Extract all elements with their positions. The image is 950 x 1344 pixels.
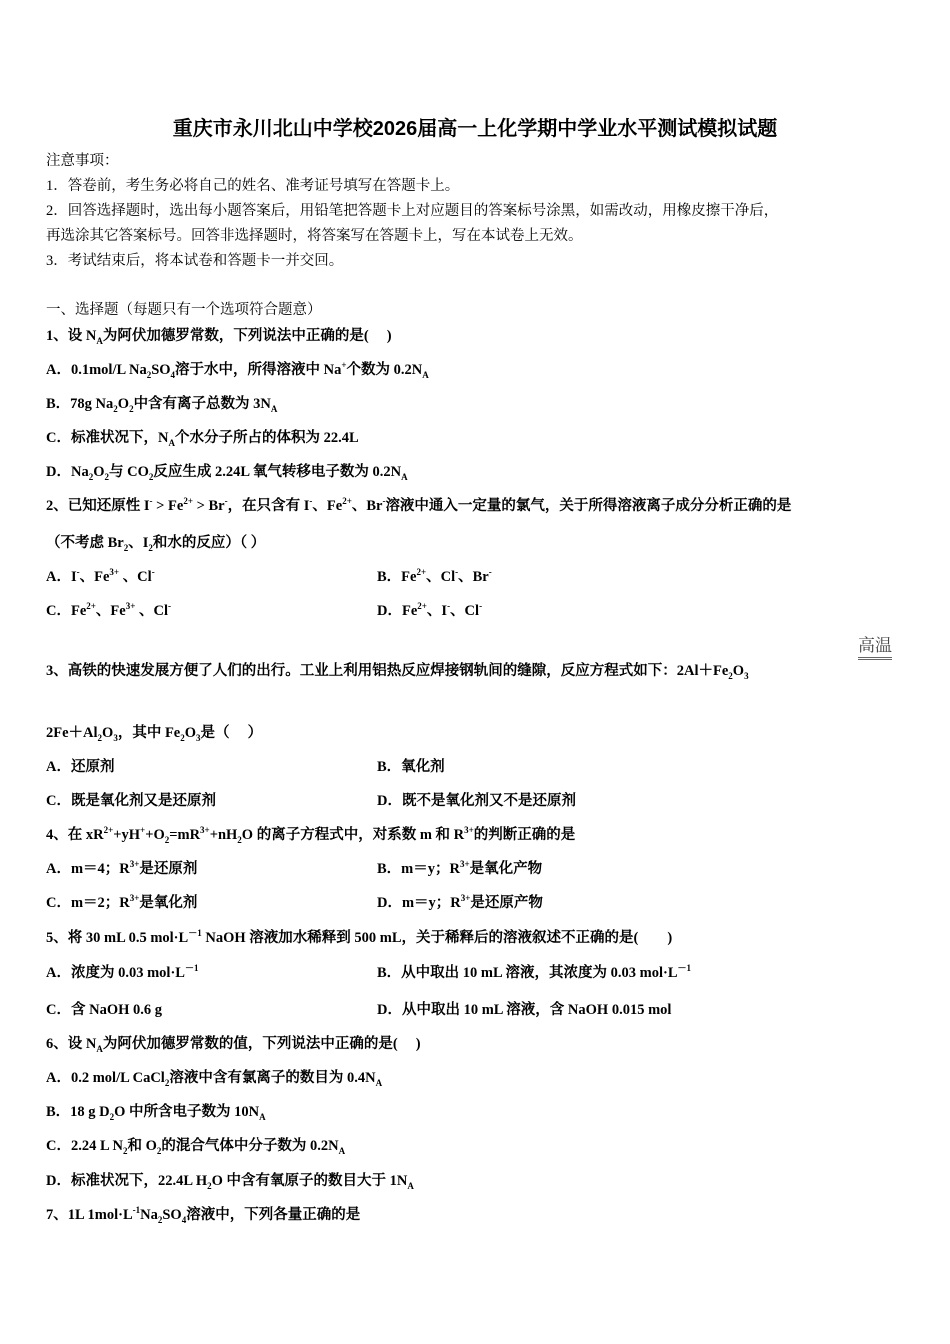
subscript: 2 [156,1145,162,1156]
superscript: - [149,496,153,507]
text-line-notice-heading [46,151,119,171]
answer-option-q2-b [377,567,492,587]
text-run: 一、选择题（每题只有一个选项符合题意） [46,302,322,318]
text-run: B．m＝y；R [377,861,460,877]
text-run: A．I [46,569,77,585]
superscript: 3+ [459,859,470,870]
superscript: －1 [184,963,199,974]
text-run: 3、高铁的快速发展方便了人们的出行。工业上利用铝热反应焊接钢轨间的缝隙，反应方程式如下：2Al＋Fe [46,663,729,679]
text-run: > Br [192,498,225,514]
subscript: 2 [97,732,103,743]
text-run: Na [140,1207,158,1223]
text-run: 5、将 30 mL 0.5 mol·L [46,930,189,946]
subscript: A [270,403,278,414]
text-run: 中含有离子总数为 3N [133,396,271,412]
text-run: C．Fe [46,603,87,619]
text-run: C．既是氧化剂又是还原剂 [46,793,216,809]
text-run: 、Cl [135,603,168,619]
answer-option-q2-d [377,601,482,621]
superscript: - [309,496,313,507]
text-run: B．从中取出 10 mL 溶液，其浓度为 0.03 mol·L [377,965,678,981]
subscript: A [96,1043,103,1054]
superscript: - [76,567,80,578]
answer-option-q6-a [46,1068,382,1088]
text-run: 反应生成 2.24L 氧气转移电子数为 0.2N [153,464,402,480]
superscript: - [382,496,386,507]
answer-option-q4-b [377,859,542,879]
superscript: - [224,496,228,507]
text-run: B．18 g D [46,1104,110,1120]
subscript: 2 [207,1180,212,1191]
text-run: O [732,663,745,679]
subscript: 2 [123,542,129,553]
text-run: 4、在 xR [46,827,104,843]
text-run: 1、设 N [46,328,97,344]
answer-option-q3-a [46,757,114,777]
answer-option-q2-c [46,601,171,621]
subscript: 2 [104,471,109,482]
text-run: 的判断正确的是 [473,827,576,843]
superscript: 2+ [86,601,96,612]
subscript: A [422,369,429,380]
answer-option-q4-c [46,893,197,913]
text-run: D．Na [46,464,89,480]
answer-option-q3-b [377,757,445,777]
subscript: 2 [728,670,733,681]
superscript: -1 [132,1205,141,1216]
text-run: A．浓度为 0.03 mol·L [46,965,185,981]
subscript: A [96,335,103,346]
superscript: 3+ [460,893,471,904]
text-run: 的混合气体中分子数为 0.2N [161,1138,339,1154]
answer-option-q6-b [46,1102,266,1122]
subscript: 3 [744,670,749,681]
text-run: O [102,725,114,741]
text-run: D．Fe [377,603,418,619]
text-run: 、Fe [95,603,126,619]
superscript: - [479,601,483,612]
subscript: 2 [129,403,134,414]
superscript: －1 [677,963,692,974]
answer-option-q6-c [46,1136,345,1156]
reaction-condition-label: 高温 [858,636,892,660]
text-run: B．78g Na [46,396,114,412]
text-run: 是还原产物 [470,895,543,911]
answer-option-q3-d [377,791,576,811]
text-run: 、Fe [79,569,110,585]
text-run: 个水分子所占的体积为 22.4L [174,430,359,446]
superscript: 3+ [129,859,140,870]
text-run: 个数为 0.2N [346,362,423,378]
subscript: 2 [180,732,185,743]
answer-option-q1-c [46,428,359,448]
answer-option-q5-c [46,1000,162,1020]
text-line-q2 [46,496,791,516]
text-line-notice-1 [46,176,459,196]
subscript: 3 [113,732,118,743]
text-run: 和 O [127,1138,157,1154]
text-run: O [117,396,130,412]
subscript: A [168,437,175,448]
text-run: 溶液中含有氯离子的数目为 0.4N [169,1070,376,1086]
text-run: A．0.1mol/L Na [46,362,147,378]
text-run: 、Br [351,498,383,514]
superscript: + [341,360,347,371]
superscript: 3+ [129,893,140,904]
text-run: A．0.2 mol/L CaCl [46,1070,165,1086]
text-run: B．Fe [377,569,417,585]
subscript: 3 [196,732,201,743]
text-run: D．既不是氧化剂又不是还原剂 [377,793,576,809]
text-line-q3b [46,723,262,743]
text-line-notice-3 [46,251,343,271]
superscript: - [151,567,155,578]
subscript: A [407,1180,414,1191]
text-line-notice-2 [46,201,778,221]
answer-option-q3-c [46,791,216,811]
text-run: 是还原剂 [139,861,198,877]
text-run: O [93,464,105,480]
page-title: 重庆市永川北山中学校2026届高一上化学期中学业水平测试模拟试题 [172,118,778,140]
superscript: 3+ [125,601,136,612]
answer-option-q4-a [46,859,197,879]
text-line-section-heading [46,300,322,320]
text-run: 2．回答选择题时，选出每小题答案后，用铅笔把答题卡上对应题目的答案标号涂黑，如需改动，用橡皮擦干净后， [46,203,779,219]
subscript: A [338,1145,346,1156]
text-run: 是氧化剂 [139,895,198,911]
superscript: - [455,567,459,578]
text-line-q2b [46,533,265,553]
text-run: > Fe [152,498,184,514]
subscript: 4 [170,369,176,380]
text-run: NaOH 溶液加水稀释到 500 mL，关于稀释后的溶液叙述不正确的是( ) [201,930,673,946]
text-run: 1．答卷前，考生务必将自己的姓名、准考证号填写在答题卡上。 [46,178,460,194]
superscript: + [140,825,146,836]
text-run: 、Br [458,569,489,585]
superscript: - [488,567,492,578]
superscript: 2+ [103,825,114,836]
superscript: 2+ [417,601,427,612]
text-run: 与 CO [108,464,149,480]
answer-option-q4-d [377,893,543,913]
superscript: 3+ [200,825,210,836]
text-run: 溶液中通入一定量的氯气，关于所得溶液离子成分分析正确的是 [385,498,792,514]
superscript: 2+ [342,496,352,507]
subscript: 4 [181,1214,187,1225]
text-line-q3 [46,661,749,681]
text-run: D．标准状况下，22.4L H [46,1173,208,1189]
text-run: O [184,725,197,741]
text-run: A．m＝4；R [46,861,130,877]
text-run: 2、已知还原性 I [46,498,150,514]
answer-option-q1-b [46,394,277,414]
text-line-q7 [46,1205,360,1225]
text-line-q5 [46,928,672,948]
text-run: 2Fe＋Al [46,725,98,741]
text-run: +nH [209,827,238,843]
subscript: 2 [157,1214,163,1225]
subscript: 2 [237,834,242,845]
text-run: 再选涂其它答案标号。回答非选择题时，将答案写在答题卡上，写在本试卷上无效。 [46,228,583,244]
text-run: 、Cl [119,569,152,585]
subscript: 2 [148,471,154,482]
text-run: 是氧化产物 [469,861,543,877]
text-run: O 中所含电子数为 10N [114,1104,260,1120]
answer-option-q5-d [377,1000,671,1020]
text-run: 为阿伏加德罗常数，下列说法中正确的是( ) [102,328,392,344]
answer-option-q1-a [46,360,429,380]
superscript: 2+ [416,567,427,578]
text-run: O 的离子方程式中，对系数 m 和 R [241,827,465,843]
superscript: 3+ [109,567,120,578]
text-run: A．还原剂 [46,759,115,775]
text-run: 、I [128,535,149,551]
subscript: 2 [148,542,153,553]
subscript: A [375,1077,383,1088]
text-run: 溶液中，下列各量正确的是 [186,1207,361,1223]
subscript: 2 [88,471,94,482]
text-run: +O [145,827,165,843]
superscript: 3+ [464,825,474,836]
text-run: SO [151,362,171,378]
superscript: －1 [188,928,202,939]
subscript: 2 [164,1077,170,1088]
answer-option-q5-b [377,963,691,983]
subscript: 2 [113,403,118,414]
text-run: 是（ ） [200,725,263,741]
text-run: SO [162,1207,182,1223]
text-run: D．从中取出 10 mL 溶液，含 NaOH 0.015 mol [377,1002,672,1018]
answer-option-q2-a [46,567,155,587]
text-run: ，在只含有 I [227,498,310,514]
subscript: A [401,471,408,482]
answer-option-q6-d [46,1171,414,1191]
text-run: 注意事项： [46,153,119,169]
text-run: B．氧化剂 [377,759,445,775]
text-run: C．含 NaOH 0.6 g [46,1002,162,1018]
text-run: +yH [113,827,141,843]
text-run: 7、1L 1mol·L [46,1207,133,1223]
text-run: 6、设 N [46,1036,97,1052]
text-run: D．m＝y；R [377,895,461,911]
text-run: 、I [426,603,448,619]
text-run: ，其中 Fe [117,725,181,741]
text-run: O 中含有氧原子的数目大于 1N [211,1173,408,1189]
text-run: 溶于水中，所得溶液中 Na [175,362,342,378]
text-line-q6 [46,1034,421,1054]
superscript: - [447,601,451,612]
text-line-notice-2b [46,226,583,246]
superscript: 2+ [183,496,193,507]
text-run: 3．考试结束后，将本试卷和答题卡一并交回。 [46,253,344,269]
text-run: 、Cl [426,569,456,585]
text-line-q4 [46,825,575,845]
subscript: 2 [164,834,170,845]
text-run: C．2.24 L N [46,1138,123,1154]
text-line-q1 [46,326,392,346]
subscript: 2 [109,1111,115,1122]
text-run: C．m＝2；R [46,895,130,911]
text-run: 、Cl [450,603,480,619]
subscript: 2 [146,369,152,380]
subscript: A [259,1111,266,1122]
text-run: 为阿伏加德罗常数的值，下列说法中正确的是( ) [102,1036,421,1052]
text-run: （不考虑 Br [46,535,124,551]
text-run: =mR [169,827,201,843]
superscript: - [167,601,171,612]
text-run: 和水的反应）（ ） [152,535,266,551]
text-run: C．标准状况下，N [46,430,169,446]
answer-option-q1-d [46,462,408,482]
answer-option-q5-a [46,963,198,983]
subscript: 2 [122,1145,128,1156]
text-run: 、Fe [312,498,343,514]
